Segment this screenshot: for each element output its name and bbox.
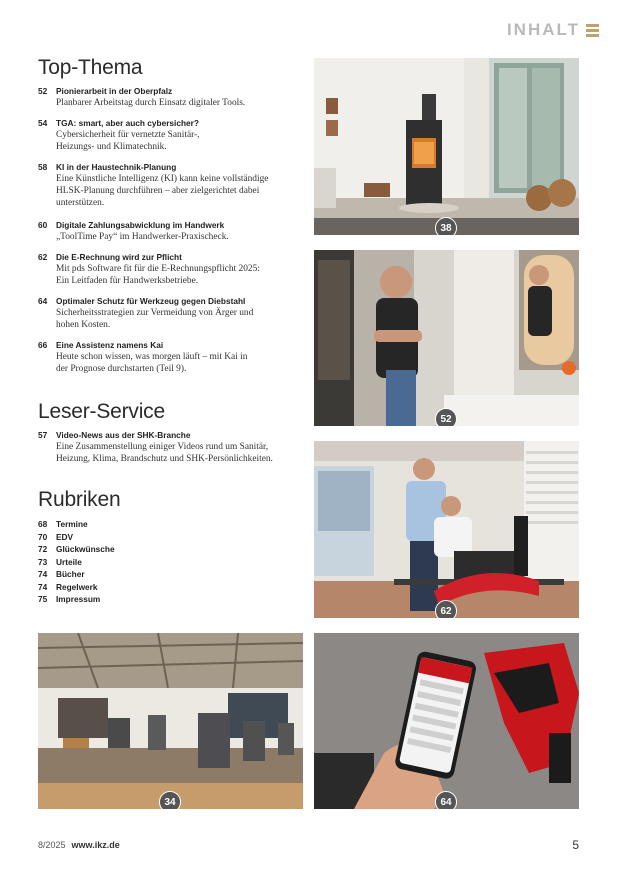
toc-entry[interactable]	[38, 430, 303, 465]
photo-page-badge: 38	[435, 217, 457, 235]
rubrik-item[interactable]	[38, 568, 85, 580]
toc-entry-desc: Mit pds Software fit für die E-Rechnungspflicht 2025:	[56, 264, 260, 274]
toc-entry-desc: der Prognose durchstarten (Teil 9).	[56, 364, 187, 374]
rubrik-page: 75	[38, 594, 48, 604]
toc-entry-page: 62	[38, 252, 48, 262]
section-title-top-thema: Top-Thema	[38, 56, 143, 79]
rubrik-page: 74	[38, 569, 48, 579]
rubrik-item[interactable]	[38, 581, 98, 593]
toc-entry-desc: unterstützen.	[56, 198, 105, 208]
stove-illustration	[314, 58, 579, 235]
toc-entry-page: 60	[38, 220, 48, 230]
toc-entry-desc: Eine Künstliche Intelligenz (KI) kann keine vollständige	[56, 174, 269, 184]
toc-entry-title: TGA: smart, aber auch cybersicher?	[56, 118, 199, 128]
toc-entry-desc: Sicherheitsstrategien zur Vermeidung von Ärger und	[56, 308, 254, 318]
toc-entry-desc: Eine Zusammenstellung einiger Videos rund um Sanitär,	[56, 442, 269, 452]
rubrik-page: 68	[38, 519, 48, 529]
toc-entry-title: Digitale Zahlungsabwicklung im Handwerk	[56, 220, 225, 230]
toc-entry-title: Optimaler Schutz für Werkzeug gegen Diebstahl	[56, 296, 246, 306]
rubrik-item[interactable]	[38, 593, 100, 605]
photo-page-badge: 52	[435, 408, 457, 426]
photo-office-meeting[interactable]	[314, 441, 579, 618]
toc-entry[interactable]	[38, 296, 303, 331]
office-meeting-illustration	[314, 441, 579, 618]
menu-lines-icon	[586, 24, 599, 37]
toc-entry-page: 54	[38, 118, 48, 128]
photo-page-badge: 34	[159, 791, 181, 809]
toc-entry[interactable]	[38, 118, 303, 153]
toc-entry-page: 57	[38, 430, 48, 440]
toc-entry-page: 66	[38, 340, 48, 350]
toc-entry-desc: HLSK-Planung durchführen – aber zielgerichtet dabei	[56, 186, 260, 196]
toc-entry-page: 64	[38, 296, 48, 306]
toc-entry-title: KI in der Haustechnik-Planung	[56, 162, 177, 172]
section-title-rubriken: Rubriken	[38, 488, 121, 511]
rubrik-page: 72	[38, 544, 48, 554]
toc-entry-page: 58	[38, 162, 48, 172]
toc-entry-desc: Heute schon wissen, was morgen läuft – mit Kai in	[56, 352, 248, 362]
photo-page-badge: 64	[435, 791, 457, 809]
header-label: INHALT	[506, 20, 580, 39]
footer-issue: 8/2025	[38, 840, 66, 850]
showroom-illustration	[38, 633, 303, 809]
toc-entry-title: Eine Assistenz namens Kai	[56, 340, 164, 350]
toc-entry-desc: „ToolTime Pay“ im Handwerker-Praxischeck.	[56, 232, 229, 242]
toc-entry-desc: Planbarer Arbeitstag durch Einsatz digitaler Tools.	[56, 98, 246, 108]
toc-entry-title: Die E-Rechnung wird zur Pflicht	[56, 252, 182, 262]
rubrik-label: Regelwerk	[56, 581, 98, 592]
rubrik-item[interactable]	[38, 543, 115, 555]
toc-entry[interactable]	[38, 252, 303, 287]
rubrik-label: Urteile	[56, 556, 82, 567]
rubrik-page: 70	[38, 531, 48, 542]
rubrik-label: Bücher	[56, 569, 85, 579]
toc-entry[interactable]	[38, 86, 303, 109]
toc-entry-page: 52	[38, 86, 48, 96]
photo-man-bathroom[interactable]	[314, 250, 579, 426]
toc-entry[interactable]	[38, 220, 303, 243]
rubrik-page: 73	[38, 556, 48, 567]
page-number: 5	[572, 838, 579, 852]
rubrik-label: Glückwünsche	[56, 544, 115, 554]
rubrik-label: Termine	[56, 519, 88, 529]
footer-issue-info	[38, 840, 120, 850]
smartphone-tool-illustration	[314, 633, 579, 809]
photo-showroom-hall[interactable]	[38, 633, 303, 809]
toc-entry[interactable]	[38, 162, 303, 209]
toc-entry-desc: Cybersicherheit für vernetzte Sanitär-,	[56, 130, 200, 140]
toc-entry-desc: Heizungs- und Klimatechnik.	[56, 142, 167, 152]
rubrik-label: Impressum	[56, 594, 101, 604]
toc-entry-desc: Heizung, Klima, Brandschutz und SHK-Persönlichkeiten.	[56, 454, 273, 464]
toc-entry-title: Pionierarbeit in der Oberpfalz	[56, 86, 173, 96]
photo-stove-living-room[interactable]	[314, 58, 579, 235]
page-header	[507, 20, 599, 40]
toc-entry[interactable]	[38, 340, 303, 375]
rubrik-item[interactable]	[38, 531, 73, 543]
toc-entry-desc: hohen Kosten.	[56, 320, 111, 330]
rubrik-label: EDV	[56, 531, 74, 542]
bathroom-man-illustration	[314, 250, 579, 426]
toc-entry-title: Video-News aus der SHK-Branche	[56, 430, 191, 440]
footer-website[interactable]: www.ikz.de	[71, 840, 120, 850]
rubrik-item[interactable]	[38, 518, 88, 530]
toc-entry-desc: Ein Leitfaden für Handwerksbetriebe.	[56, 276, 199, 286]
photo-page-badge: 62	[435, 600, 457, 618]
photo-smartphone-tool[interactable]	[314, 633, 579, 809]
rubrik-item[interactable]	[38, 556, 82, 568]
section-title-leser-service: Leser-Service	[38, 400, 165, 423]
rubrik-page: 74	[38, 581, 48, 592]
